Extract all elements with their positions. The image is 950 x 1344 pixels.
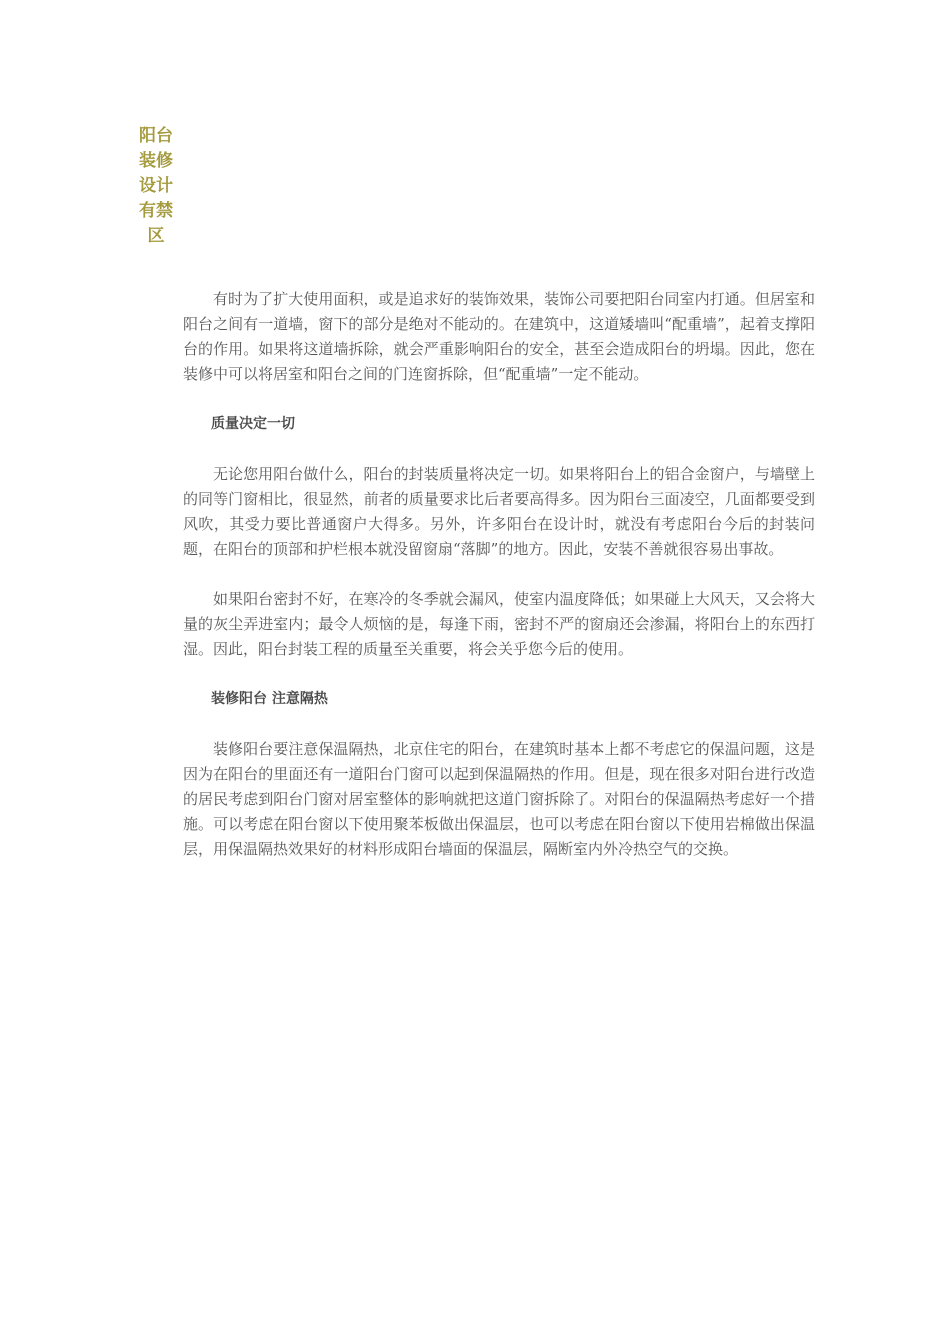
paragraph-gap (183, 662, 815, 687)
paragraph-gap (183, 387, 815, 412)
side-title-line-5: 区 (147, 226, 165, 246)
article-body (183, 287, 815, 862)
side-title (130, 124, 182, 249)
side-title-line-2: 装修 (139, 151, 173, 171)
paragraph-sealing: 如果阳台密封不好，在寒冷的冬季就会漏风，使室内温度降低；如果碰上大风天，又会将大量的灰尘弄进室内；最令人烦恼的是，每逢下雨，密封不严的窗扇还会渗漏，将阳台上的东西打湿。因此，阳台封装工程的质量至关重要，将会关乎您今后的使用。 (183, 590, 815, 658)
paragraph-gap (183, 437, 815, 462)
paragraph-insulation: 装修阳台要注意保温隔热，北京住宅的阳台，在建筑时基本上都不考虑它的保温问题，这是因为在阳台的里面还有一道阳台门窗可以起到保温隔热的作用。但是，现在很多对阳台进行改造的居民考虑到阳台门窗对居室整体的影响就把这道门窗拆除了。对阳台的保温隔热考虑好一个措施。可以考虑在阳台窗以下使用聚苯板做出保温层，也可以考虑在阳台窗以下使用岩棉做出保温层，用保温隔热效果好的材料形成阳台墙面的保温层，隔断室内外冷热空气的交换。 (183, 740, 815, 858)
section-heading-insulation: 装修阳台 注意隔热 (211, 691, 328, 707)
side-title-line-1: 阳台 (139, 126, 173, 146)
paragraph-gap (183, 712, 815, 737)
paragraph-gap (183, 562, 815, 587)
paragraph-quality: 无论您用阳台做什么，阳台的封装质量将决定一切。如果将阳台上的铝合金窗户，与墙壁上的同等门窗相比，很显然，前者的质量要求比后者要高得多。因为阳台三面凌空，几面都要受到风吹，其受力要比普通窗户大得多。另外，许多阳台在设计时，就没有考虑阳台今后的封装问题，在阳台的顶部和护栏根本就没留窗扇“落脚”的地方。因此，安装不善就很容易出事故。 (183, 465, 815, 558)
side-title-line-4: 有禁 (139, 201, 173, 221)
paragraph-intro: 有时为了扩大使用面积，或是追求好的装饰效果，装饰公司要把阳台同室内打通。但居室和阳台之间有一道墙，窗下的部分是绝对不能动的。在建筑中，这道矮墙叫“配重墙”，起着支撑阳台的作用。如果将这道墙拆除，就会严重影响阳台的安全，甚至会造成阳台的坍塌。因此，您在装修中可以将居室和阳台之间的门连窗拆除，但“配重墙”一定不能动。 (183, 290, 815, 383)
side-title-line-3: 设计 (139, 176, 173, 196)
section-heading-quality: 质量决定一切 (211, 416, 295, 432)
